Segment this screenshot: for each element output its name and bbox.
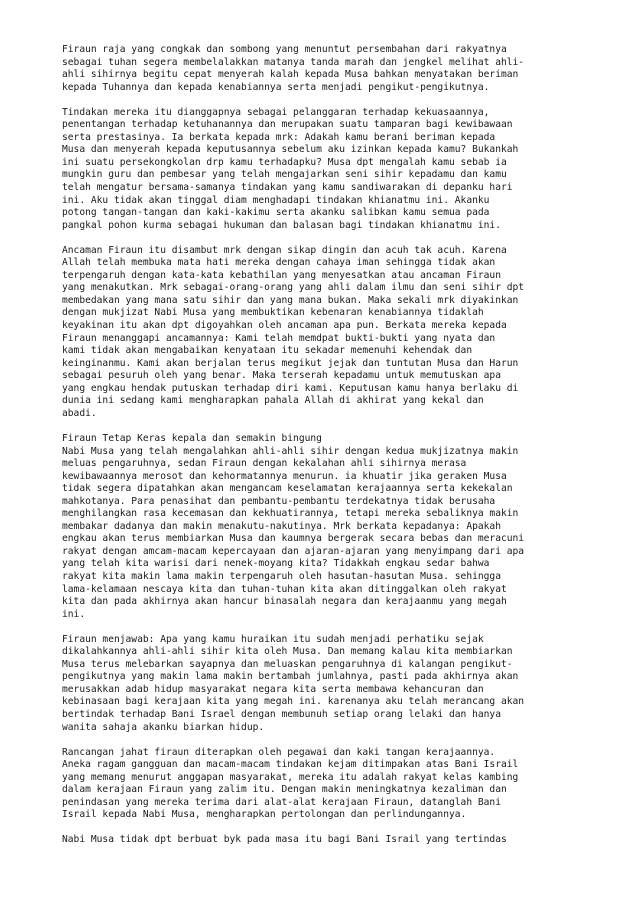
text-line: yang telah kita warisi dari nenek-moyang kita? Tidakkah engkau sedar bahwa xyxy=(62,558,490,570)
text-line: sebagai pesuruh oleh yang benar. Maka terserah kepadamu untuk memutuskan apa xyxy=(62,370,501,382)
text-line: terpengaruh dengan kata-kata kebathilan yang menyesatkan atau ancaman Firaun xyxy=(62,269,501,281)
text-line: dunia ini sedang kami mengharapkan pahala Allah di akhirat yang kekal dan xyxy=(62,395,484,407)
text-line: Israil kepada Nabi Musa, mengharapkan pertolongan dan perlindungannya. xyxy=(62,809,467,821)
text-line: penentangan terhadap ketuhanannya dan merupakan suatu tamparan bagi kewibawaan xyxy=(62,119,513,131)
text-line: Rancangan jahat firaun diterapkan oleh pegawai dan kaki tangan kerajaannya. xyxy=(62,746,496,758)
text-line: ini. Aku tidak akan tinggal diam menghadapi tindakan khianatmu ini. Akanku xyxy=(62,194,490,206)
text-line: kita dan pada akhirnya akan hancur binasalah negara dan kerajaanmu yang megah xyxy=(62,596,507,608)
text-line: pangkal pohon kurma sebagai hukuman dan balasan bagi tindakan khianatmu ini. xyxy=(62,219,501,231)
text-line: bertindak terhadap Bani Israel dengan membunuh setiap orang lelaki dan hanya xyxy=(62,708,501,720)
text-line: menghilangkan rasa kecemasan dan kekhuatirannya, tetapi mereka sebaliknya makin xyxy=(62,508,519,520)
text-line: keinginanmu. Kami akan berjalan terus megikut jejak dan tuntutan Musa dan Harun xyxy=(62,357,519,369)
text-line: pengikutnya yang makin lama makin bertambah jumlahnya, pasti pada akhirnya akan xyxy=(62,671,519,683)
paragraph xyxy=(62,44,602,94)
text-line: Firaun raja yang congkak dan sombong yang menuntut persembahan dari rakyatnya xyxy=(62,44,507,55)
paragraph xyxy=(62,747,602,822)
text-line: Ancaman Firaun itu disambut mrk dengan sikap dingin dan acuh tak acuh. Karena xyxy=(62,244,507,256)
text-line: penindasan yang mereka terima dari alat-alat kerajaan Firaun, datanglah Bani xyxy=(62,796,501,808)
text-line: kepada Tuhannya dan kepada kenabiannya serta menjadi pengikut-pengikutnya. xyxy=(62,81,490,93)
text-line: wanita sahaja akanku biarkan hidup. xyxy=(62,721,265,733)
text-line: kewibawaannya merosot dan kehormatannya menurun. ia khuatir jika geraken Musa xyxy=(62,470,507,482)
paragraph xyxy=(62,634,602,734)
text-line: lama-kelamaan nescaya kita dan tuhan-tuhan kita akan ditinggalkan oleh rakyat xyxy=(62,583,507,595)
text-line: Firaun menanggapi ancamannya: Kami telah memdpat bukti-bukti yang nyata dan xyxy=(62,332,496,344)
text-line: dalam kerajaan Firaun yang zalim itu. Dengan makin meningkatnya kezaliman dan xyxy=(62,784,507,796)
text-line: merusakkan adab hidup masyarakat negara kita serta membawa kehancuran dan xyxy=(62,683,484,695)
text-line: meluas pengaruhnya, sedan Firaun dengan kekalahan ahli sihirnya merasa xyxy=(62,458,467,470)
text-line: Musa dan menyerah kepada keputusannya sebelum aku izinkan kepada kamu? Bukankah xyxy=(62,144,519,156)
text-line: tidak segera dipatahkan akan mengancam keselamatan kerajaannya serta kekekalan xyxy=(62,483,513,495)
text-line: telah mengatur bersama-samanya tindakan yang kamu sandiwarakan di depanku hari xyxy=(62,182,513,194)
text-line: kami tidak akan mengabaikan kenyataan itu sekadar memenuhi kehendak dan xyxy=(62,345,473,357)
document-page xyxy=(62,44,602,860)
paragraph xyxy=(62,107,602,232)
text-line: ini. xyxy=(62,608,86,620)
text-line: Nabi Musa yang telah mengalahkan ahli-ahli sihir dengan kedua mukjizatnya makin xyxy=(62,445,519,457)
text-line: dikalahkannya ahli-ahli sihir kita oleh Musa. Dan memang kalau kita membiarkan xyxy=(62,646,513,658)
text-line: serta prestasinya. Ia berkata kepada mrk: Adakah kamu berani beriman kepada xyxy=(62,131,496,143)
text-line: ahli sihirnya begitu cepat menyerah kalah kepada Musa bahkan menyatakan beriman xyxy=(62,69,519,81)
text-line: yang menakutkan. Mrk sebagai-orang-orang yang ahli dalam ilmu dan seni sihir dpt xyxy=(62,282,525,294)
text-line: Allah telah membuka mata hati mereka dengan cahaya iman sehingga tidak akan xyxy=(62,257,496,269)
text-line: rakyat kita makin lama makin terpengaruh oleh hasutan-hasutan Musa. sehingga xyxy=(62,570,501,582)
text-line: mahkotanya. Para penasihat dan pembantu-pembantu terdekatnya tidak berusaha xyxy=(62,495,496,507)
text-line: kebinasaan bagi kerajaan kita yang megah ini. karenanya aku telah merancang akan xyxy=(62,696,525,708)
text-line: ini suatu persekongkolan drp kamu terhadapku? Musa dpt mengalah kamu sebab ia xyxy=(62,156,507,168)
text-line: yang engkau hendak putuskan terhadap diri kami. Keputusan kamu hanya berlaku di xyxy=(62,382,519,394)
text-line: Firaun Tetap Keras kepala dan semakin bingung xyxy=(62,432,322,444)
text-line: engkau akan terus membiarkan Musa dan kaumnya bergerak secara bebas dan meracuni xyxy=(62,533,525,545)
text-line: potong tangan-tangan dan kaki-kakimu serta akanku salibkan kamu semua pada xyxy=(62,207,490,219)
text-line: sebagai tuhan segera membelalakkan matanya tanda marah dan jengkel melihat ahli- xyxy=(62,56,525,68)
text-line: mungkin guru dan pembesar yang telah mengajarkan seni sihir kepadamu dan kamu xyxy=(62,169,507,181)
text-line: Tindakan mereka itu dianggapnya sebagai pelanggaran terhadap kekuasaannya, xyxy=(62,106,490,118)
paragraph xyxy=(62,433,602,621)
text-line: membedakan yang mana satu sihir dan yang mana bukan. Maka sekali mrk diyakinkan xyxy=(62,294,519,306)
text-line: Musa terus melebarkan sayapnya dan meluaskan pengaruhnya di kalangan pengikut- xyxy=(62,658,513,670)
paragraph xyxy=(62,245,602,421)
text-line: Firaun menjawab: Apa yang kamu huraikan itu sudah menjadi perhatiku sejak xyxy=(62,633,484,645)
text-line: Nabi Musa tidak dpt berbuat byk pada masa itu bagi Bani Israil yang tertindas xyxy=(62,834,507,846)
text-line: keyakinan itu akan dpt digoyahkan oleh ancaman apa pun. Berkata mereka kepada xyxy=(62,320,507,332)
text-line: abadi. xyxy=(62,407,97,419)
paragraph xyxy=(62,834,602,847)
text-line: Aneka ragam gangguan dan macam-macam tindakan kejam ditimpakan atas Bani Israil xyxy=(62,759,519,771)
text-line: membakar dadanya dan makin menakutu-nakutinya. Mrk berkata kepadanya: Apakah xyxy=(62,520,501,532)
text-line: yang memang menurut anggapan masyarakat, mereka itu adalah rakyat kelas kambing xyxy=(62,771,519,783)
text-line: dengan mukjizat Nabi Musa yang membuktikan kebenaran kenabiannya tidaklah xyxy=(62,307,484,319)
text-line: rakyat dengan amcam-macam kepercayaan dan ajaran-ajaran yang menyimpang dari apa xyxy=(62,545,525,557)
